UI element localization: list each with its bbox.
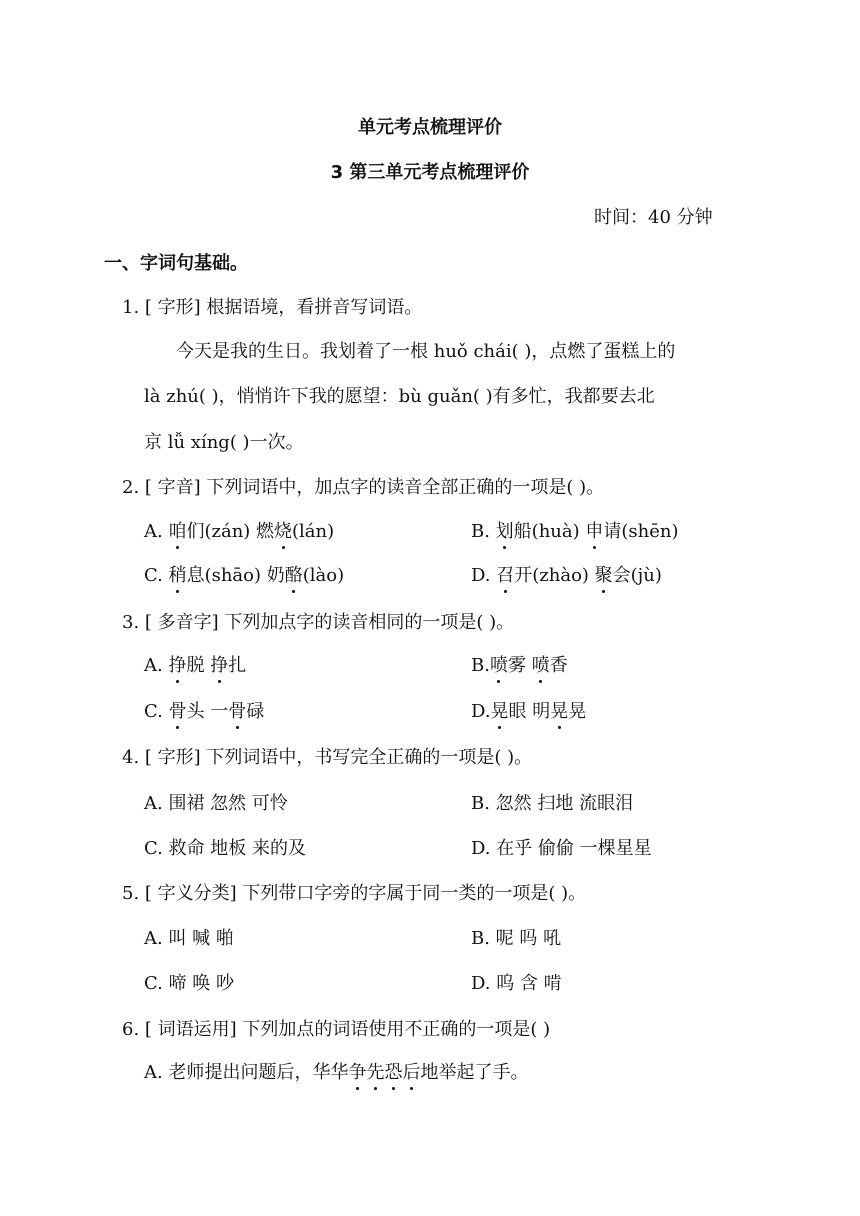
question-5-option-d: D. 呜 含 啃 [471, 973, 562, 994]
question-4-option-d: D. 在乎 偷偷 一棵星星 [471, 838, 652, 859]
question-1-line-3: 京 lǚ xíng( )一次。 [144, 432, 304, 453]
question-2-option-a: A. 咱们(zán) 燃烧(lán) [144, 521, 335, 542]
section-heading: 一、字词句基础。 [104, 253, 248, 274]
question-6-option-a: A. 老师提出问题后，华华争先恐后地举起了手。 [144, 1062, 529, 1083]
question-1-line-1: 今天是我的生日。我划着了一根 huǒ chái( )，点燃了蛋糕上的 [176, 341, 676, 362]
question-6-stem: 6. [ 词语运用] 下列加点的词语使用不正确的一项是( ) [122, 1019, 551, 1040]
question-5-stem: 5. [ 字义分类] 下列带口字旁的字属于同一类的一项是( )。 [122, 883, 587, 904]
question-3-option-c: C. 骨头 一骨碌 [144, 701, 265, 722]
question-4-stem: 4. [ 字形] 下列词语中，书写完全正确的一项是( )。 [122, 747, 533, 768]
question-4-option-b: B. 忽然 扫地 流眼泪 [471, 793, 634, 814]
page-subtitle: 3 第三单元考点梳理评价 [330, 162, 530, 183]
question-4-option-c: C. 救命 地板 来的及 [144, 838, 307, 859]
question-3-option-a: A. 挣脱 挣扎 [144, 655, 247, 676]
question-1-line-2: là zhú( )，悄悄许下我的愿望：bù guǎn( )有多忙，我都要去北 [144, 386, 655, 407]
question-5-option-b: B. 呢 吗 吼 [471, 928, 562, 949]
question-2-option-d: D. 召开(zhào) 聚会(jù) [471, 565, 662, 586]
question-5-option-c: C. 啼 唤 吵 [144, 973, 235, 994]
question-5-option-a: A. 叫 喊 啪 [144, 928, 234, 949]
question-2-stem: 2. [ 字音] 下列词语中，加点字的读音全部正确的一项是( )。 [122, 477, 605, 498]
question-2-option-b: B. 划船(huà) 申请(shēn) [471, 521, 679, 542]
question-3-option-d: D.晃眼 明晃晃 [471, 701, 587, 722]
question-4-option-a: A. 围裙 忽然 可怜 [144, 793, 288, 814]
question-1-stem: 1. [ 字形] 根据语境，看拼音写词语。 [122, 297, 423, 318]
page-title: 单元考点梳理评价 [358, 117, 502, 138]
question-2-option-c: C. 稍息(shāo) 奶酪(lào) [144, 565, 345, 586]
time-limit: 时间：40 分钟 [594, 207, 713, 228]
question-3-stem: 3. [ 多音字] 下列加点字的读音相同的一项是( )。 [122, 612, 515, 633]
question-3-option-b: B.喷雾 喷香 [471, 655, 568, 676]
